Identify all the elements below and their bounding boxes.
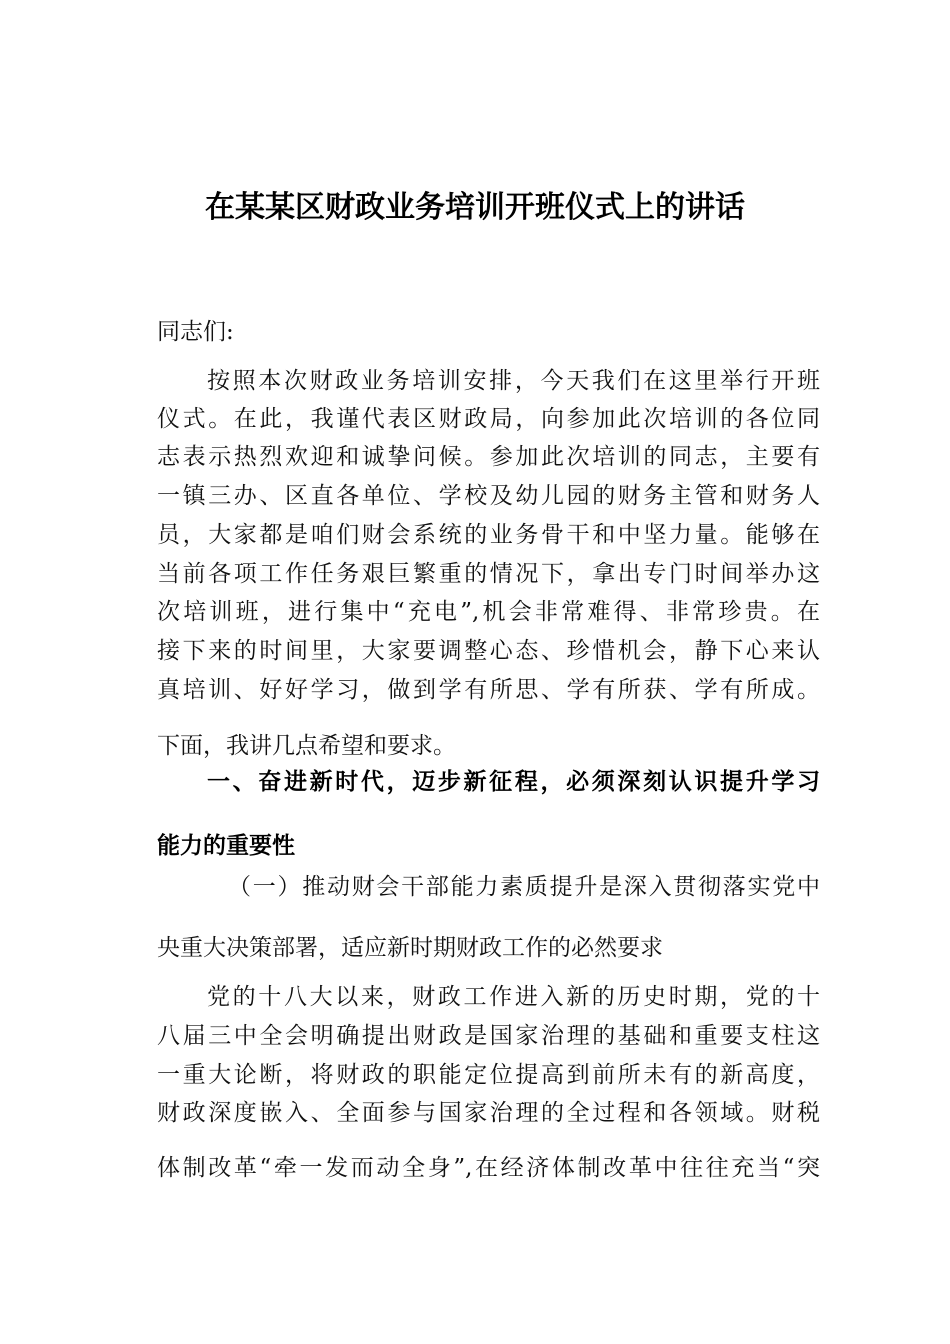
paragraph-line: 员，大家都是咱们财会系统的业务骨干和中坚力量。能够在 <box>157 522 820 548</box>
paragraph-line: 仪式。在此，我谨代表区财政局，向参加此次培训的各位同 <box>157 406 820 432</box>
paragraph-line: 党的十八大以来，财政工作进入新的历史时期，党的十 <box>207 984 820 1010</box>
paragraph-line: 财政深度嵌入、全面参与国家治理的全过程和各领域。财税 <box>157 1100 820 1126</box>
paragraph-line: 次培训班，进行集中“充电”,机会非常难得、非常珍贵。在 <box>157 599 820 625</box>
section-heading-line: 能力的重要性 <box>157 833 295 859</box>
paragraph-line: 八届三中全会明确提出财政是国家治理的基础和重要支柱这 <box>157 1023 820 1049</box>
salutation: 同志们: <box>157 319 234 345</box>
subsection-heading-line: （一）推动财会干部能力素质提升是深入贯彻落实党中 <box>228 874 820 900</box>
paragraph-line: 志表示热烈欢迎和诚挚问候。参加此次培训的同志，主要有 <box>157 444 820 470</box>
paragraph-line: 一重大论断，将财政的职能定位提高到前所未有的新高度， <box>157 1062 820 1088</box>
paragraph-line: 按照本次财政业务培训安排，今天我们在这里举行开班 <box>207 368 820 394</box>
paragraph-line: 当前各项工作任务艰巨繁重的情况下，拿出专门时间举办这 <box>157 561 820 587</box>
section-heading-line: 一、奋进新时代，迈步新征程，必须深刻认识提升学习 <box>207 769 820 795</box>
subsection-heading-line: 央重大决策部署，适应新时期财政工作的必然要求 <box>157 935 663 961</box>
paragraph-line: 真培训、好好学习，做到学有所思、学有所获、学有所成。 <box>157 677 820 703</box>
document-title: 在某某区财政业务培训开班仪式上的讲话 <box>205 190 745 225</box>
paragraph-line: 一镇三办、区直各单位、学校及幼儿园的财务主管和财务人 <box>157 483 820 509</box>
paragraph-line: 接下来的时间里，大家要调整心态、珍惜机会，静下心来认 <box>157 638 820 664</box>
paragraph-transition: 下面，我讲几点希望和要求。 <box>157 733 456 759</box>
paragraph-line: 体制改革“牵一发而动全身”,在经济体制改革中往往充当“突 <box>157 1155 820 1181</box>
